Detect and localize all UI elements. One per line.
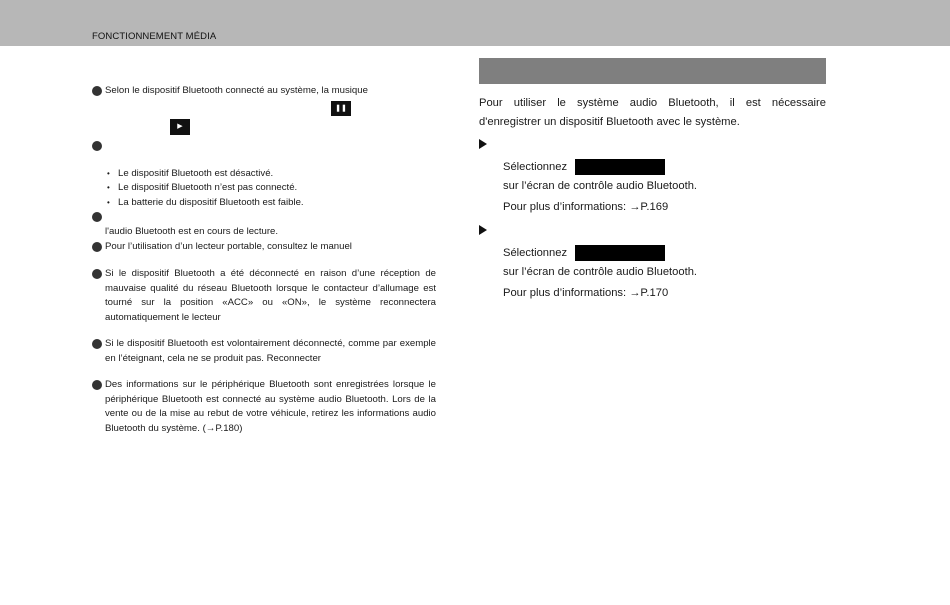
section-heading-bar (479, 58, 826, 84)
note-text: Selon le dispositif Bluetooth connecté au système, la musique (105, 85, 368, 96)
note-text: Si le dispositif Bluetooth a été déconnecté en raison d’une réception de mauvaise qualité du réseau Bluetooth lorsque le contacteur d’allumage est tourné sur la position «ACC» ou «ON», le système reconnectera automatiquement le lecteur (105, 268, 436, 323)
note-bullet (92, 240, 436, 255)
page-header (0, 0, 950, 46)
arrow-right-icon (479, 139, 487, 149)
page-reference: Pour plus d’informations: →P.169 (503, 201, 669, 213)
list-item: • La batterie du dispositif Bluetooth est faible. (107, 196, 304, 208)
step-marker (479, 136, 826, 158)
screen-button-image (575, 159, 665, 175)
note-bullet (92, 337, 436, 366)
note-bullet (92, 378, 436, 436)
intro-paragraph: Pour utiliser le système audio Bluetooth, il est nécessaire d'enregistrer un dispositif Bluetooth avec le système. (479, 97, 826, 128)
note-bullet (92, 141, 436, 155)
arrow-right-icon (479, 225, 487, 235)
bullet-icon (92, 339, 102, 349)
procedure-column (479, 58, 826, 303)
pause-icon: ❚❚ (331, 101, 351, 116)
page-reference: Pour plus d’informations: →P.170 (503, 287, 669, 299)
procedure-step: Sélectionnez sur l’écran de contrôle audio Bluetooth. Pour plus d’informations: →P.169 (479, 158, 826, 217)
note-bullet (92, 84, 436, 99)
play-icon: ▶ (170, 119, 190, 135)
notes-column (92, 84, 436, 436)
step-marker (479, 222, 826, 244)
bullet-icon (92, 269, 102, 279)
note-text: Pour l’utilisation d’un lecteur portable, consultez le manuel (105, 240, 352, 252)
bullet-icon (92, 380, 102, 390)
bullet-icon (92, 242, 102, 252)
section-title: FONCTIONNEMENT MÉDIA (92, 31, 217, 42)
list-item: • Le dispositif Bluetooth est désactivé. (107, 167, 274, 179)
procedure-step: Sélectionnez sur l’écran de contrôle audio Bluetooth. Pour plus d’informations: →P.170 (479, 244, 826, 303)
note-text: l'audio Bluetooth est en cours de lecture. (105, 226, 279, 237)
list-item: • Le dispositif Bluetooth n’est pas connecté. (107, 182, 298, 193)
screen-button-image (575, 245, 665, 261)
note-text: Des informations sur le périphérique Bluetooth sont enregistrées lorsque le périphérique Bluetooth est connecté au système audio Bluetooth. Lors de la vente ou de la mise au rebut de votre véhicule, retirez les informations audio Bluetooth du système. (→P.180) (105, 379, 436, 434)
note-bullet (92, 211, 436, 225)
note-text: Si le dispositif Bluetooth est volontairement déconnecté, comme par exemple en l’éteignant, cela ne se produit pas. Reconnecter (105, 338, 436, 364)
bullet-icon (92, 141, 102, 151)
bullet-icon (92, 86, 102, 96)
note-bullet (92, 267, 436, 325)
bullet-icon (92, 212, 102, 222)
